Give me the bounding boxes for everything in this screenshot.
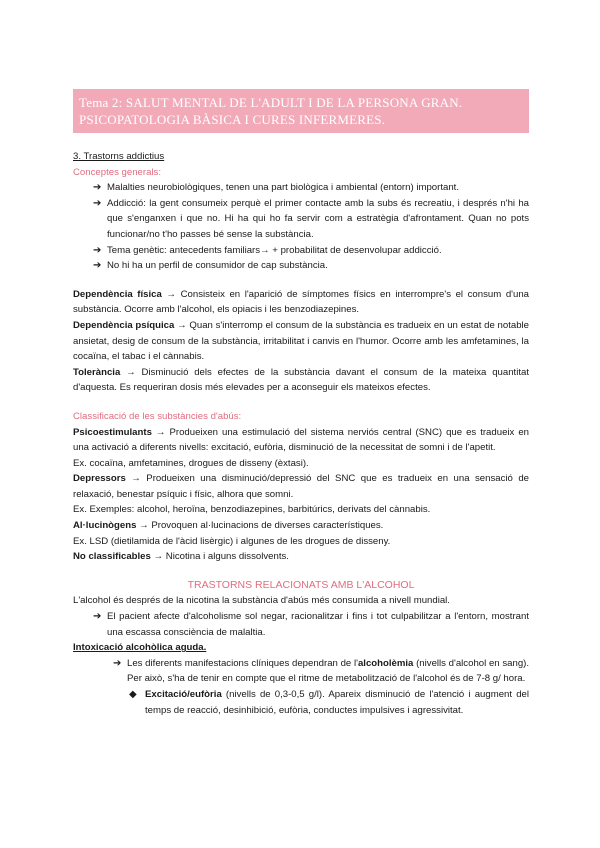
- definition-paragraph: Dependència psíquica → Quan s'interromp el consum de la substància es tradueix en un estat de notable ansietat, desig de consum de la substància, irritabilitat i canvis en l'humor. Ocorre amb les amfetamines, la cocaïna, el tabac i el cànnabis.: [73, 319, 530, 363]
- classification-example: Ex. Exemples: alcohol, heroïna, benzodiazepines, barbitúrics, derivats del cànnabis.: [73, 504, 431, 516]
- definition-paragraph: Tolerància → Disminució dels efectes de la substància davant el consum de la mateixa quantitat d'aquesta. Es requeriran dosis més elevades per a aconseguir els mateixos efectes.: [73, 366, 529, 394]
- intoxication-heading: Intoxicació alcohòlica aguda.: [73, 642, 207, 654]
- concepts-list: [73, 180, 529, 274]
- arrow-bullet-icon: ➔: [93, 611, 102, 623]
- title-line-1: Tema 2: SALUT MENTAL DE L'ADULT I DE LA PERSONA GRAN.: [79, 95, 463, 110]
- arrow-bullet-icon: ➔: [93, 244, 102, 256]
- intoxication-sublist: [73, 687, 529, 718]
- title-line-2: PSICOPATOLOGIA BÀSICA I CURES INFERMERES.: [79, 112, 386, 127]
- document-body: [73, 149, 529, 718]
- list-item: ➔ Addicció: la gent consumeix perquè el primer contacte amb la subs és recreatiu, i després n'hi ha que s'enganxen i que no. Hi ha qui ho fa servir com a estratègia d'afrontament. Quan no pots funcionar/no t'ho passes bé sense la substància.: [93, 197, 529, 240]
- arrow-bullet-icon: ➔: [93, 182, 102, 194]
- alcohol-list: [73, 609, 529, 640]
- spacer: [73, 274, 529, 287]
- alcohol-intro: L'alcohol és després de la nicotina la substància d'abús més consumida a nivell mundial.: [73, 595, 450, 607]
- classification-paragraph: Psicoestimulants → Produeixen una estimulació del sistema nerviós central (SNC) que es tradueix en una activació a diferents nivells: excitació, eufòria, disminució de la necessitat de somni i de l'apetit.: [73, 426, 529, 454]
- list-item: ➔ Malalties neurobiològiques, tenen una part biològica i ambiental (entorn) important.: [93, 180, 529, 196]
- alcohol-heading: TRASTORNS RELACIONATS AMB L'ALCOHOL: [187, 578, 415, 591]
- diamond-bullet-icon: ◆: [129, 689, 137, 700]
- intoxication-list: [73, 656, 529, 687]
- classification-paragraph: Al·lucinògens → Provoquen al·lucinacions de diverses característiques.: [73, 520, 384, 532]
- classification-paragraph: Depressors → Produeixen una disminució/depressió del SNC que es tradueix en una sensació de relaxació, benestar psíquic i físic, alhora que somni.: [73, 473, 529, 500]
- list-item: ◆ Excitació/eufòria (nivells de 0,3-0,5 g/l). Apareix disminució de l'atenció i augment del temps de reacció, desinhibició, eufòria, conductes impulsives i agressivitat.: [129, 689, 529, 716]
- list-item: ➔ Tema genètic: antecedents familiars→ + probabilitat de desenvolupar addicció.: [93, 243, 529, 259]
- classification-paragraph: No classificables → Nicotina i alguns dissolvents.: [73, 551, 289, 563]
- arrow-bullet-icon: ➔: [93, 260, 102, 272]
- classification-example: Ex. LSD (dietilamida de l'àcid lisèrgic) i algunes de les drogues de disseny.: [73, 535, 391, 547]
- title-banner: [73, 89, 529, 133]
- section-heading: 3. Trastorns addictius: [73, 151, 165, 162]
- classification-heading: Classificació de les substàncies d'abús:: [73, 410, 242, 422]
- spacer: [73, 565, 529, 578]
- definition-paragraph: Dependència física → Consisteix en l'aparició de símptomes físics en interrompre's el consum d'una substància. Ocorre amb l'alcohol, els opiacis i les benzodiazepines.: [73, 288, 529, 316]
- arrow-bullet-icon: ➔: [93, 197, 102, 209]
- spacer: [73, 396, 529, 409]
- concepts-heading: Conceptes generals:: [73, 166, 161, 178]
- classification-example: Ex. cocaïna, amfetamines, drogues de disseny (èxtasi).: [73, 457, 309, 469]
- arrow-bullet-icon: ➔: [113, 657, 122, 669]
- list-item: ➔ Les diferents manifestacions clíniques dependran de l'alcoholèmia (nivells d'alcohol en sang). Per això, s'ha de tenir en compte que el ritme de metabolització de l'alcohol és de 7-8 g/ hora.: [113, 657, 530, 685]
- list-item: ➔ El pacient afecte d'alcoholisme sol negar, racionalitzar i fins i tot culpabilitzar a l'entorn, mostrant una escassa consciència de malaltia.: [93, 611, 529, 638]
- list-item: ➔ No hi ha un perfil de consumidor de cap substància.: [93, 258, 529, 274]
